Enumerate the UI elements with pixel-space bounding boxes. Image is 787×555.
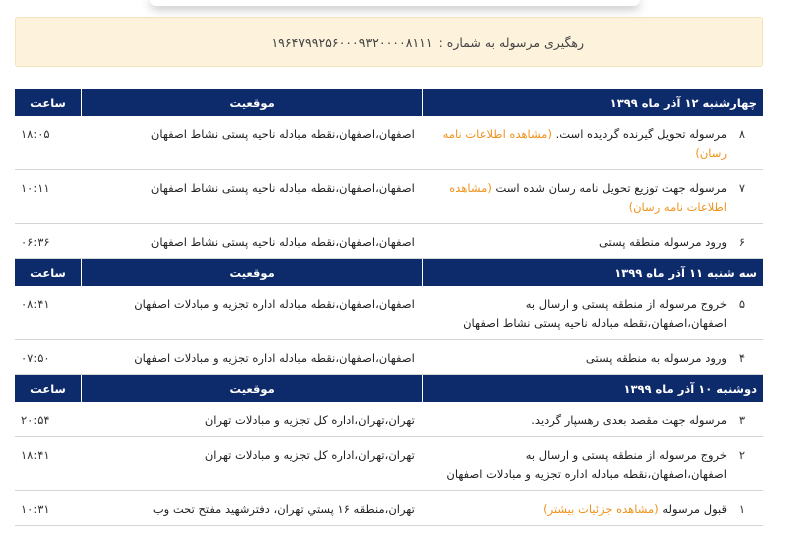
- event-location: اصفهان،اصفهان،نقطه مبادله ناحیه پستی نشاط اصفهان: [82, 116, 423, 170]
- event-description: مرسوله تحویل گیرنده گردیده است.: [555, 127, 727, 141]
- table-row: [15, 340, 763, 375]
- event-status-cell: [423, 116, 763, 170]
- event-status-cell: [423, 491, 763, 526]
- event-time: ۱۸:۴۱: [15, 437, 82, 491]
- event-location: اصفهان،اصفهان،نقطه مبادله ناحیه پستی نشاط اصفهان: [82, 224, 423, 259]
- event-description: قبول مرسوله: [662, 502, 727, 516]
- time-header: ساعت: [15, 259, 82, 287]
- event-time: ۱۰:۱۱: [15, 170, 82, 224]
- event-description: خروج مرسوله از منطقه پستی و ارسال به اصفهان،اصفهان،نقطه مبادله اداره تجزیه و مبادلات اصفهان: [446, 448, 727, 481]
- event-time: ۰۸:۴۱: [15, 286, 82, 340]
- location-header: موقعیت: [82, 89, 423, 116]
- event-location: اصفهان،اصفهان،نقطه مبادله ناحیه پستی نشاط اصفهان: [82, 170, 423, 224]
- table-row: [15, 170, 763, 224]
- top-panel-shadow: [150, 0, 640, 6]
- table-row: [15, 437, 763, 491]
- event-location: تهران،تهران،اداره کل تجزیه و مبادلات تهران: [82, 437, 423, 491]
- event-status-cell: [423, 224, 763, 259]
- tracking-label: رهگیری مرسوله به شماره :: [438, 34, 584, 50]
- table-row: [15, 402, 763, 437]
- event-number: ۲: [738, 448, 746, 462]
- event-time: ۱۸:۰۵: [15, 116, 82, 170]
- table-row: [15, 491, 763, 526]
- event-number: ۱: [738, 502, 746, 516]
- view-details-link[interactable]: (مشاهده اطلاعات نامه رسان): [442, 127, 727, 160]
- event-location: تهران،منطقه ۱۶ پستي تهران، دفترشهید مفتح تحت وب: [82, 491, 423, 526]
- table-row: [15, 224, 763, 259]
- event-number: ۳: [738, 413, 746, 427]
- time-header: ساعت: [15, 375, 82, 403]
- event-status-cell: [423, 340, 763, 375]
- time-header: ساعت: [15, 89, 82, 116]
- event-number: ۵: [738, 297, 746, 311]
- event-number: ۶: [738, 235, 746, 249]
- event-location: اصفهان،اصفهان،نقطه مبادله اداره تجزیه و مبادلات اصفهان: [82, 286, 423, 340]
- event-description: خروج مرسوله از منطقه پستی و ارسال به اصفهان،اصفهان،نقطه مبادله ناحیه پستی نشاط اصفهان: [463, 297, 727, 330]
- event-status-cell: [423, 402, 763, 437]
- event-number: ۸: [738, 127, 746, 141]
- location-header: موقعیت: [82, 259, 423, 287]
- event-time: ۰۷:۵۰: [15, 340, 82, 375]
- location-header: موقعیت: [82, 375, 423, 403]
- day-header: [15, 259, 763, 287]
- event-description: ورود مرسوله به منطقه پستی: [585, 351, 727, 365]
- event-description: مرسوله جهت مقصد بعدی رهسپار گردید.: [531, 413, 727, 427]
- event-time: ۰۶:۳۶: [15, 224, 82, 259]
- event-number: ۴: [738, 351, 746, 365]
- event-time: ۲۰:۵۴: [15, 402, 82, 437]
- event-status-cell: [423, 170, 763, 224]
- day-header: [15, 375, 763, 403]
- event-description: ورود مرسوله منطقه پستی: [598, 235, 727, 249]
- event-time: ۱۰:۳۱: [15, 491, 82, 526]
- tracking-table: [15, 89, 763, 526]
- event-location: تهران،تهران،اداره کل تجزیه و مبادلات تهران: [82, 402, 423, 437]
- tracking-number: ۱۹۶۴۷۹۹۲۵۶۰۰۰۹۳۲۰۰۰۰۸۱۱۱: [271, 34, 433, 50]
- day-date: سه شنبه ۱۱ آذر ماه ۱۳۹۹: [423, 259, 763, 287]
- day-header: [15, 89, 763, 116]
- event-number: ۷: [738, 181, 746, 195]
- table-row: [15, 286, 763, 340]
- day-date: چهارشنبه ۱۲ آذر ماه ۱۳۹۹: [423, 89, 763, 116]
- event-description: مرسوله جهت توزیع تحویل نامه رسان شده است: [495, 181, 727, 195]
- event-status-cell: [423, 437, 763, 491]
- view-details-link[interactable]: (مشاهده اطلاعات نامه رسان): [449, 181, 727, 214]
- event-location: اصفهان،اصفهان،نقطه مبادله اداره تجزیه و مبادلات اصفهان: [82, 340, 423, 375]
- day-date: دوشنبه ۱۰ آذر ماه ۱۳۹۹: [423, 375, 763, 403]
- table-row: [15, 116, 763, 170]
- tracking-banner: [15, 17, 763, 67]
- view-details-link[interactable]: (مشاهده جزئیات بیشتر): [543, 502, 659, 516]
- event-status-cell: [423, 286, 763, 340]
